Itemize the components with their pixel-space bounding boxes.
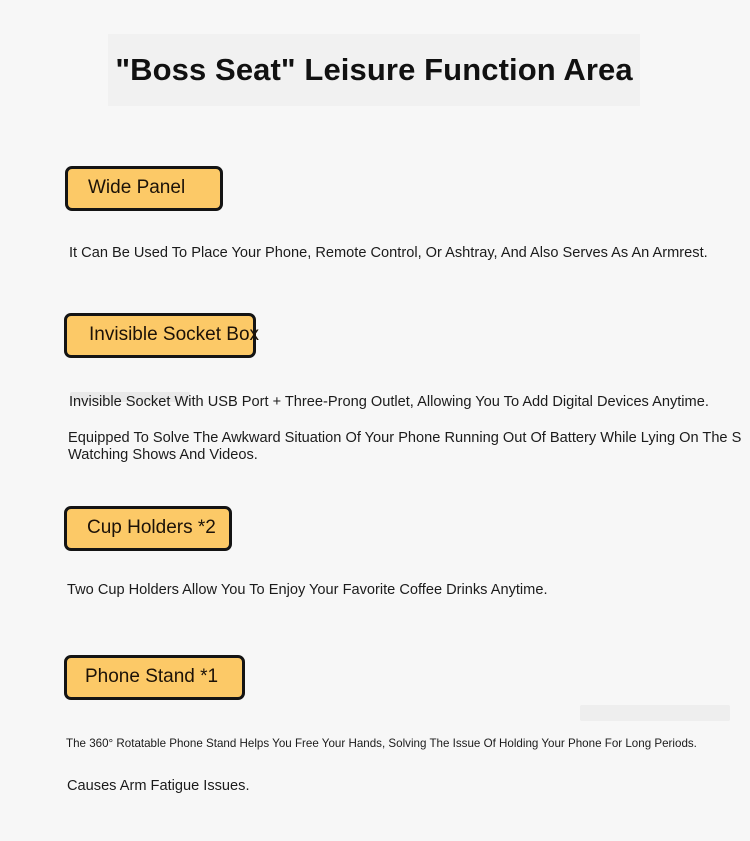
feature-badge-phone-stand: [64, 655, 245, 700]
background-smudge: [580, 705, 730, 721]
feature-label: Cup Holders *2: [87, 517, 216, 538]
feature-label: Invisible Socket Box: [89, 324, 260, 345]
feature-description: It Can Be Used To Place Your Phone, Remote Control, Or Ashtray, And Also Serves As An Armrest.: [69, 245, 708, 261]
title-banner: [108, 34, 640, 106]
feature-description: Invisible Socket With USB Port + Three-Prong Outlet, Allowing You To Add Digital Devices Anytime.: [69, 394, 709, 410]
feature-description: The 360° Rotatable Phone Stand Helps You Free Your Hands, Solving The Issue Of Holding Your Phone For Long Periods.: [66, 737, 697, 750]
feature-badge-cup-holders: [64, 506, 232, 551]
feature-badge-invisible-socket-box: [64, 313, 260, 358]
feature-badge-wide-panel: [65, 166, 223, 211]
feature-description: Equipped To Solve The Awkward Situation Of Your Phone Running Out Of Battery While Lying On The S Watching Shows And Videos.: [68, 430, 742, 463]
page-title: "Boss Seat" Leisure Function Area: [115, 52, 633, 87]
feature-label: Phone Stand *1: [85, 666, 219, 687]
feature-description: Causes Arm Fatigue Issues.: [67, 778, 250, 794]
feature-description: Two Cup Holders Allow You To Enjoy Your Favorite Coffee Drinks Anytime.: [67, 582, 548, 598]
feature-label: Wide Panel: [88, 177, 186, 198]
